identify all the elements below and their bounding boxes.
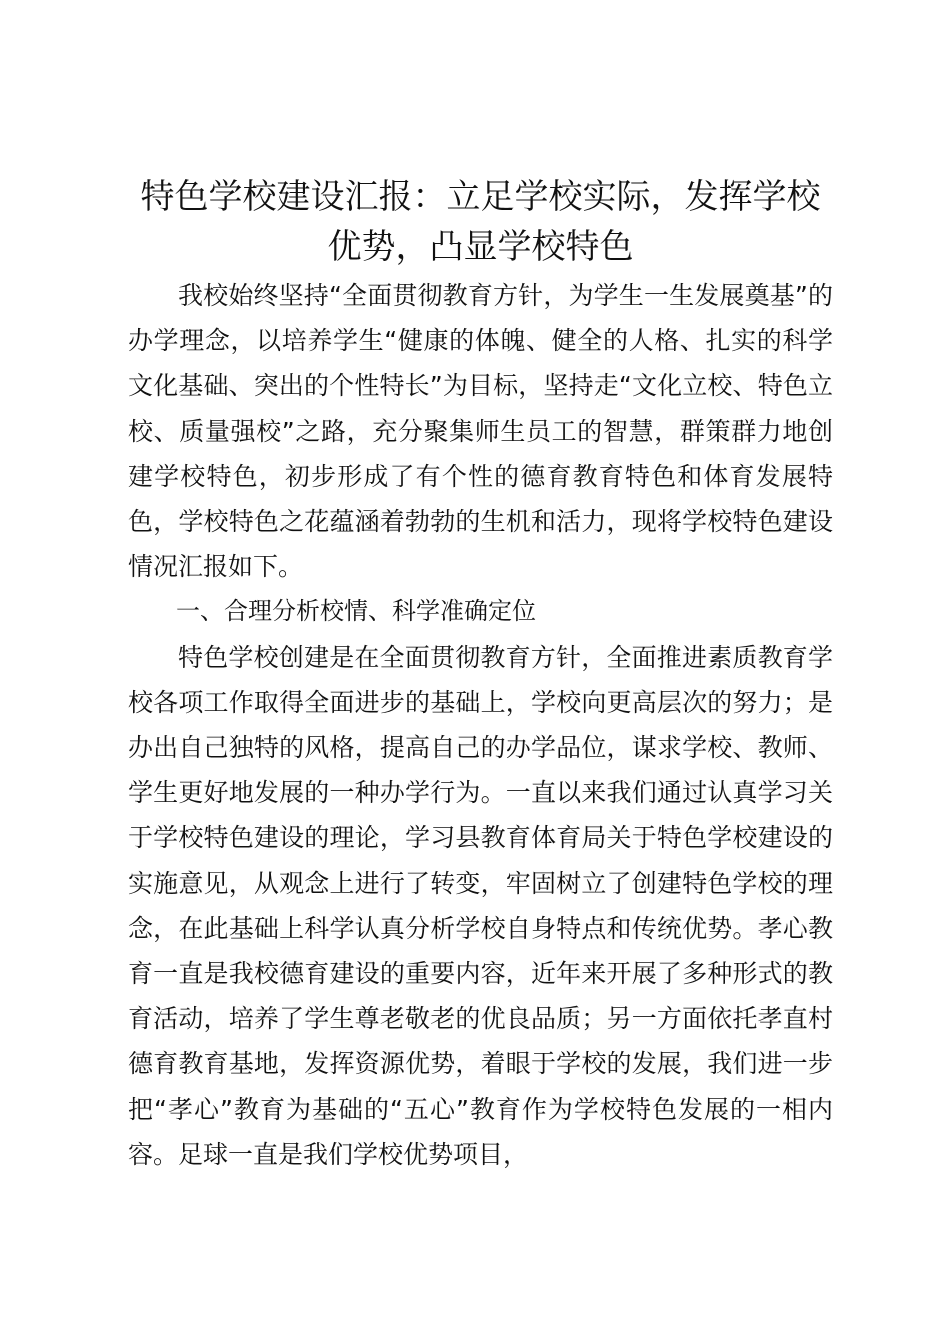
section-heading-1: 一、合理分析校情、科学准确定位 <box>176 597 536 626</box>
document-title: 特色学校建设汇报：立足学校实际，发挥学校优势，凸显学校特色 <box>140 177 821 267</box>
document-body <box>128 172 833 1177</box>
section-1-paragraph: 特色学校创建是在全面贯彻教育方针，全面推进素质教育学校各项工作取得全面进步的基础上，学校向更高层次的努力；是办出自己独特的风格，提高自己的办学品位，谋求学校、教师、学生更好地发展的一种办学行为。一直以来我们通过认真学习关于学校特色建设的理论，学习县教育体育局关于特色学校建设的实施意见，从观念上进行了转变，牢固树立了创建特色学校的理念，在此基础上科学认真分析学校自身特点和传统优势。孝心教育一直是我校德育建设的重要内容，近年来开展了多种形式的教育活动，培养了学生尊老敬老的优良品质；另一方面依托孝直村德育教育基地，发挥资源优势，着眼于学校的发展，我们进一步把“孝心”教育为基础的“五心”教育作为学校特色发展的一相内容。足球一直是我们学校优势项目， <box>128 642 833 1169</box>
intro-paragraph: 我校始终坚持“全面贯彻教育方针，为学生一生发展奠基”的办学理念，以培养学生“健康的体魄、健全的人格、扎实的科学文化基础、突出的个性特长”为目标，坚持走“文化立校、特色立校、质量强校”之路，充分聚集师生员工的智慧，群策群力地创建学校特色，初步形成了有个性的德育教育特色和体育发展特色，学校特色之花蕴涵着勃勃的生机和活力，现将学校特色建设情况汇报如下。 <box>128 281 833 582</box>
